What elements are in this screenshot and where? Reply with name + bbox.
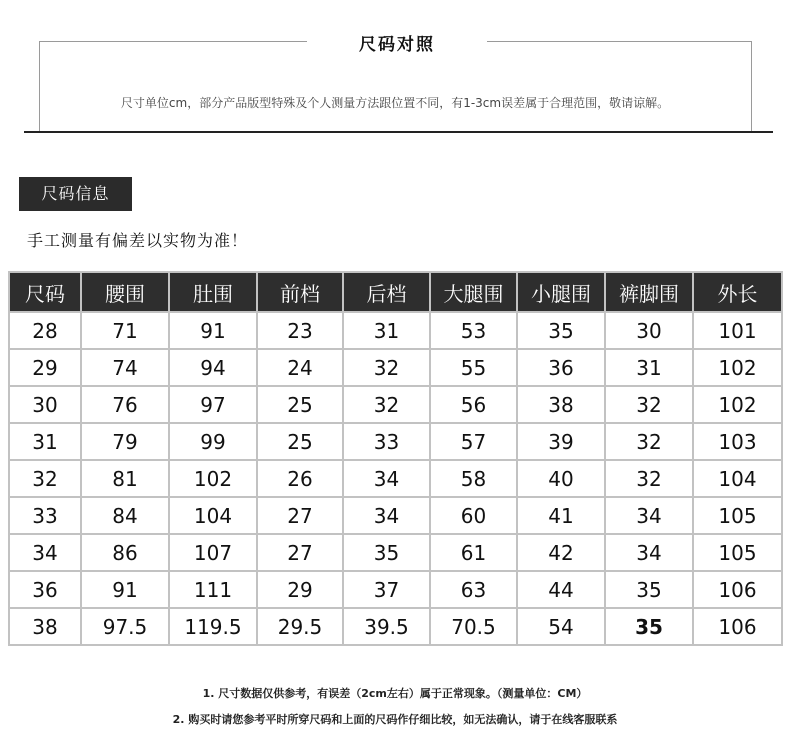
table-cell: 29 (9, 349, 81, 386)
table-cell: 71 (81, 312, 169, 349)
table-cell: 36 (9, 571, 81, 608)
table-cell: 107 (169, 534, 257, 571)
table-cell: 54 (517, 608, 605, 645)
table-cell: 30 (605, 312, 693, 349)
table-cell: 104 (693, 460, 782, 497)
table-cell: 119.5 (169, 608, 257, 645)
table-cell: 31 (605, 349, 693, 386)
table-row (9, 571, 782, 608)
table-cell: 34 (605, 497, 693, 534)
header-frame-right (751, 41, 752, 131)
table-cell: 38 (9, 608, 81, 645)
page-title: 尺码对照 (359, 35, 435, 55)
table-cell: 102 (693, 386, 782, 423)
col-header: 前档 (257, 272, 343, 312)
table-cell: 91 (169, 312, 257, 349)
table-cell: 63 (430, 571, 517, 608)
col-header: 大腿围 (430, 272, 517, 312)
table-cell: 34 (343, 497, 430, 534)
table-cell: 81 (81, 460, 169, 497)
table-cell: 34 (343, 460, 430, 497)
table-row (9, 534, 782, 571)
table-cell: 35 (517, 312, 605, 349)
table-cell: 60 (430, 497, 517, 534)
col-header: 肚围 (169, 272, 257, 312)
table-cell: 94 (169, 349, 257, 386)
table-cell: 36 (517, 349, 605, 386)
table-cell: 97.5 (81, 608, 169, 645)
header-rule-left (39, 41, 307, 42)
table-cell: 104 (169, 497, 257, 534)
table-cell: 30 (9, 386, 81, 423)
table-cell: 25 (257, 423, 343, 460)
unit-note: 尺寸单位cm，部分产品版型特殊及个人测量方法跟位置不同，有1-3cm误差属于合理范围，敬请谅解。 (120, 96, 670, 110)
table-row (9, 608, 782, 645)
table-cell: 70.5 (430, 608, 517, 645)
table-cell: 32 (343, 386, 430, 423)
header-rule-right (487, 41, 752, 42)
table-row (9, 312, 782, 349)
size-table (8, 271, 783, 646)
table-cell: 32 (605, 423, 693, 460)
table-cell: 37 (343, 571, 430, 608)
table-cell: 105 (693, 534, 782, 571)
table-cell: 106 (693, 571, 782, 608)
table-cell: 105 (693, 497, 782, 534)
table-cell: 91 (81, 571, 169, 608)
table-cell: 32 (9, 460, 81, 497)
table-cell: 79 (81, 423, 169, 460)
table-cell: 41 (517, 497, 605, 534)
table-cell: 44 (517, 571, 605, 608)
table-row (9, 460, 782, 497)
table-cell: 56 (430, 386, 517, 423)
table-cell: 55 (430, 349, 517, 386)
table-cell: 25 (257, 386, 343, 423)
table-cell: 84 (81, 497, 169, 534)
table-cell: 33 (343, 423, 430, 460)
table-cell: 23 (257, 312, 343, 349)
table-cell: 32 (605, 386, 693, 423)
table-cell: 32 (343, 349, 430, 386)
table-cell: 101 (693, 312, 782, 349)
table-cell: 31 (9, 423, 81, 460)
table-cell: 99 (169, 423, 257, 460)
table-header-row (9, 272, 782, 312)
col-header: 尺码 (9, 272, 81, 312)
table-cell: 35 (605, 608, 693, 645)
table-cell: 27 (257, 534, 343, 571)
table-row (9, 423, 782, 460)
table-cell: 27 (257, 497, 343, 534)
table-cell: 38 (517, 386, 605, 423)
size-info-tag: 尺码信息 (19, 177, 132, 211)
footnote-2: 2. 购买时请您参考平时所穿尺码和上面的尺码作仔细比较，如无法确认，请于在线客服联系 (172, 713, 618, 726)
table-cell: 102 (169, 460, 257, 497)
table-cell: 111 (169, 571, 257, 608)
table-cell: 106 (693, 608, 782, 645)
table-cell: 24 (257, 349, 343, 386)
col-header: 外长 (693, 272, 782, 312)
measurement-note: 手工测量有偏差以实物为准！ (27, 231, 249, 250)
table-cell: 33 (9, 497, 81, 534)
table-cell: 103 (693, 423, 782, 460)
table-cell: 74 (81, 349, 169, 386)
table-cell: 35 (605, 571, 693, 608)
table-cell: 39 (517, 423, 605, 460)
table-cell: 34 (9, 534, 81, 571)
header-divider (24, 131, 773, 133)
table-cell: 40 (517, 460, 605, 497)
table-cell: 86 (81, 534, 169, 571)
col-header: 后档 (343, 272, 430, 312)
table-cell: 102 (693, 349, 782, 386)
table-cell: 58 (430, 460, 517, 497)
col-header: 腰围 (81, 272, 169, 312)
table-row (9, 386, 782, 423)
col-header: 小腿围 (517, 272, 605, 312)
table-cell: 42 (517, 534, 605, 571)
table-cell: 57 (430, 423, 517, 460)
table-cell: 32 (605, 460, 693, 497)
table-cell: 76 (81, 386, 169, 423)
header-frame-left (39, 41, 40, 131)
table-cell: 31 (343, 312, 430, 349)
table-cell: 26 (257, 460, 343, 497)
table-cell: 28 (9, 312, 81, 349)
table-cell: 53 (430, 312, 517, 349)
table-cell: 97 (169, 386, 257, 423)
table-cell: 39.5 (343, 608, 430, 645)
col-header: 裤脚围 (605, 272, 693, 312)
footnote-1: 1. 尺寸数据仅供参考，有误差（2cm左右）属于正常现象。（测量单位：CM） (202, 687, 588, 700)
table-row (9, 497, 782, 534)
table-cell: 35 (343, 534, 430, 571)
table-cell: 29.5 (257, 608, 343, 645)
table-cell: 61 (430, 534, 517, 571)
table-cell: 29 (257, 571, 343, 608)
table-row (9, 349, 782, 386)
table-cell: 34 (605, 534, 693, 571)
